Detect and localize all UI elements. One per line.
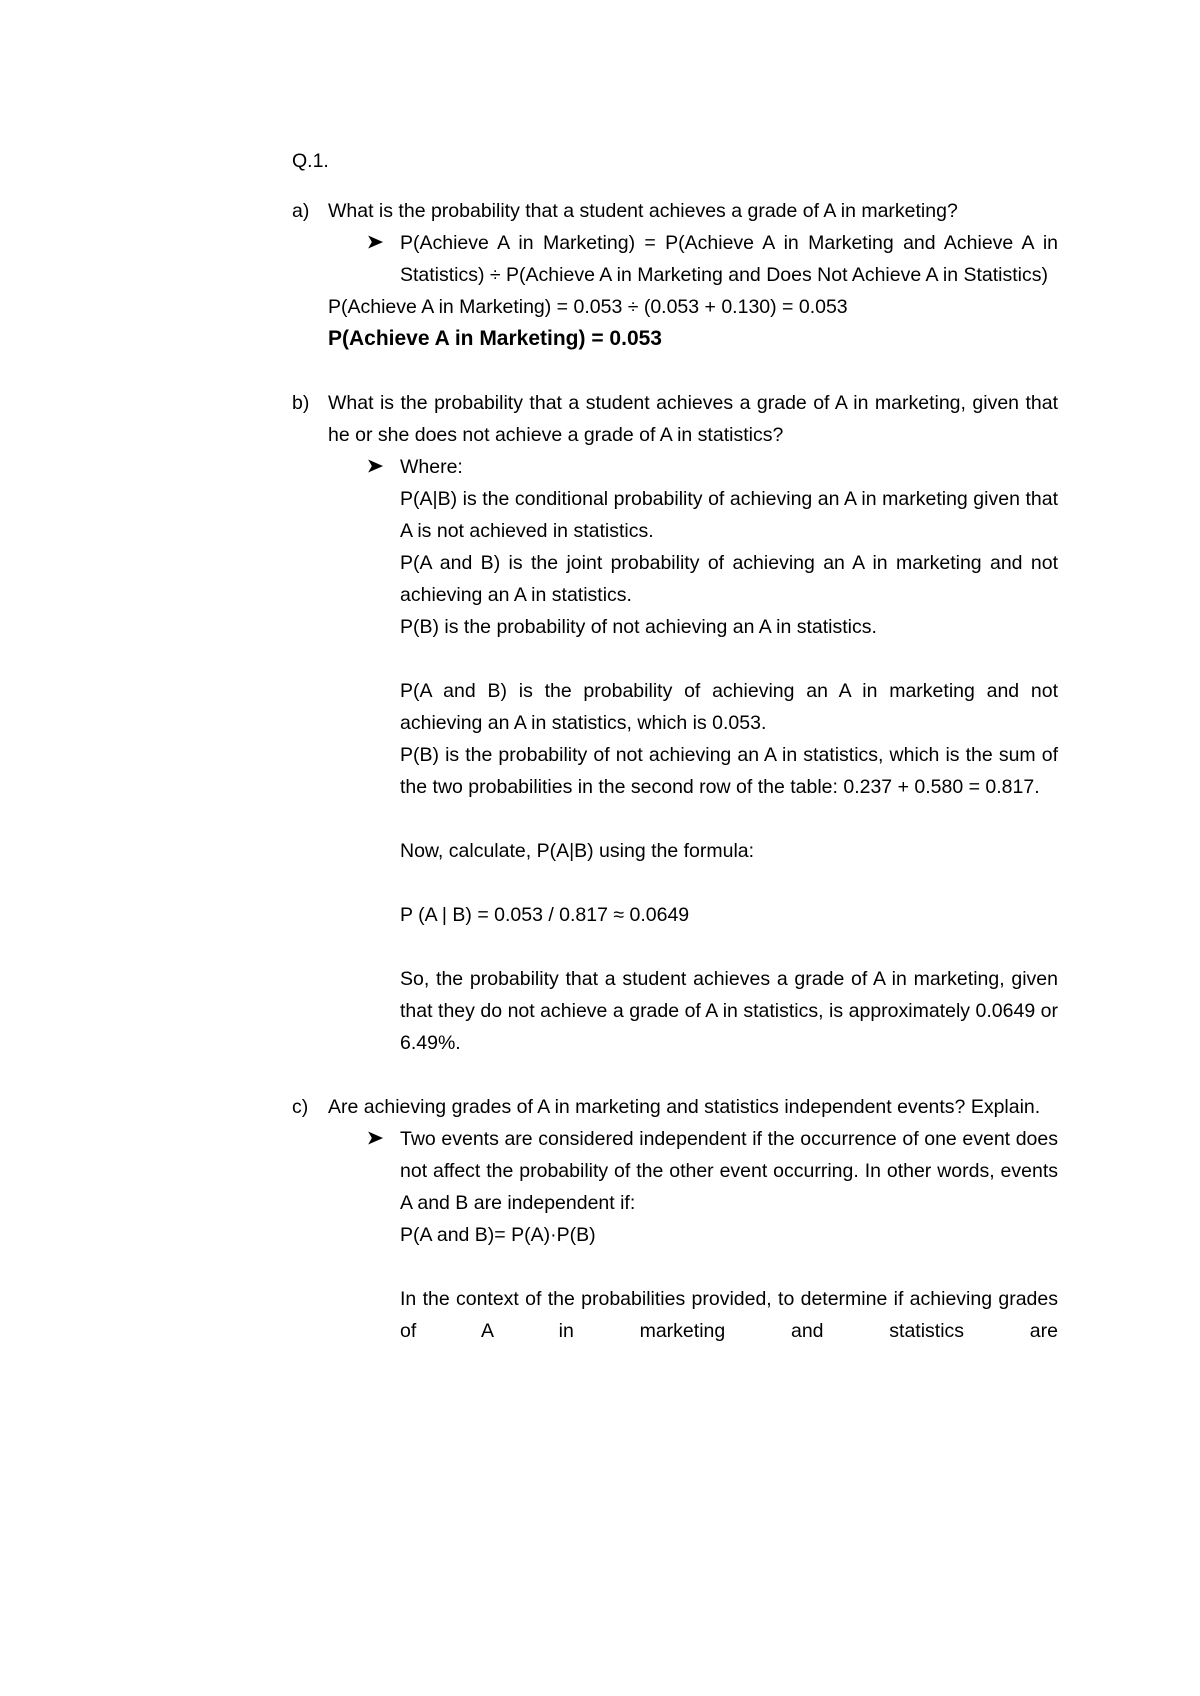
part-a-marker: a): [292, 200, 310, 222]
paragraph-calculate: Now, calculate, P(A|B) using the formula:: [400, 840, 755, 862]
arrowhead-bullet-icon: [366, 1123, 384, 1155]
paragraph-joint-value: P(A and B) is the probability of achieving an A in marketing and not achieving an A in statistics, which is 0.053.: [400, 680, 1058, 734]
part-b-question: What is the probability that a student achieves a grade of A in marketing, given that he or she does not achieve a grade of A in statistics?: [328, 392, 1058, 446]
part-c-bullet: [400, 1123, 1058, 1219]
part-a-answer: P(Achieve A in Marketing) = 0.053: [328, 327, 662, 350]
paragraph-conclusion: So, the probability that a student achieves a grade of A in marketing, given that they do not achieve a grade of A in statistics, is approximately 0.0649 or 6.49%.: [400, 968, 1058, 1054]
definition-conditional: P(A|B) is the conditional probability of achieving an A in marketing given that A is not achieved in statistics.: [400, 488, 1058, 542]
arrowhead-bullet-icon: [366, 451, 384, 483]
part-b-bullet-text: Where:: [400, 456, 463, 478]
independence-formula: P(A and B)= P(A)·P(B): [400, 1224, 596, 1246]
part-a-question: What is the probability that a student achieves a grade of A in marketing?: [328, 200, 958, 222]
part-b-bullet: [400, 451, 1058, 483]
arrowhead-bullet-icon: [366, 227, 384, 259]
part-a-bullet-text: P(Achieve A in Marketing) = P(Achieve A in Marketing and Achieve A in Statistics) ÷ P(Achieve A in Marketing and Does Not Achieve A in Statistics): [400, 232, 1058, 286]
part-a-bullet: [400, 227, 1058, 291]
part-c-question: Are achieving grades of A in marketing and statistics independent events? Explain.: [328, 1096, 1041, 1118]
paragraph-pb-value: P(B) is the probability of not achieving an A in statistics, which is the sum of the two probabilities in the second row of the table: 0.237 + 0.580 = 0.817.: [400, 744, 1058, 798]
definition-joint: P(A and B) is the joint probability of achieving an A in marketing and not achieving an A in statistics.: [400, 552, 1058, 606]
definition-pb: P(B) is the probability of not achieving an A in statistics.: [400, 616, 877, 638]
part-a: [292, 195, 1058, 355]
document-body: [292, 195, 1058, 1347]
formula-result: P (A | B) = 0.053 / 0.817 ≈ 0.0649: [400, 904, 690, 926]
part-a-calculation: P(Achieve A in Marketing) = 0.053 ÷ (0.053 + 0.130) = 0.053: [328, 296, 848, 318]
question-title: Q.1.: [292, 150, 329, 172]
part-c-marker: c): [292, 1096, 309, 1118]
part-c-bullet-text: Two events are considered independent if the occurrence of one event does not affect the probability of the other event occurring. In other words, events A and B are independent if:: [400, 1128, 1058, 1214]
paragraph-context: In the context of the probabilities provided, to determine if achieving grades of A in marketing and statistics are: [400, 1288, 1058, 1342]
part-b-marker: b): [292, 392, 310, 414]
part-b: [292, 387, 1058, 1059]
part-c: [292, 1091, 1058, 1347]
